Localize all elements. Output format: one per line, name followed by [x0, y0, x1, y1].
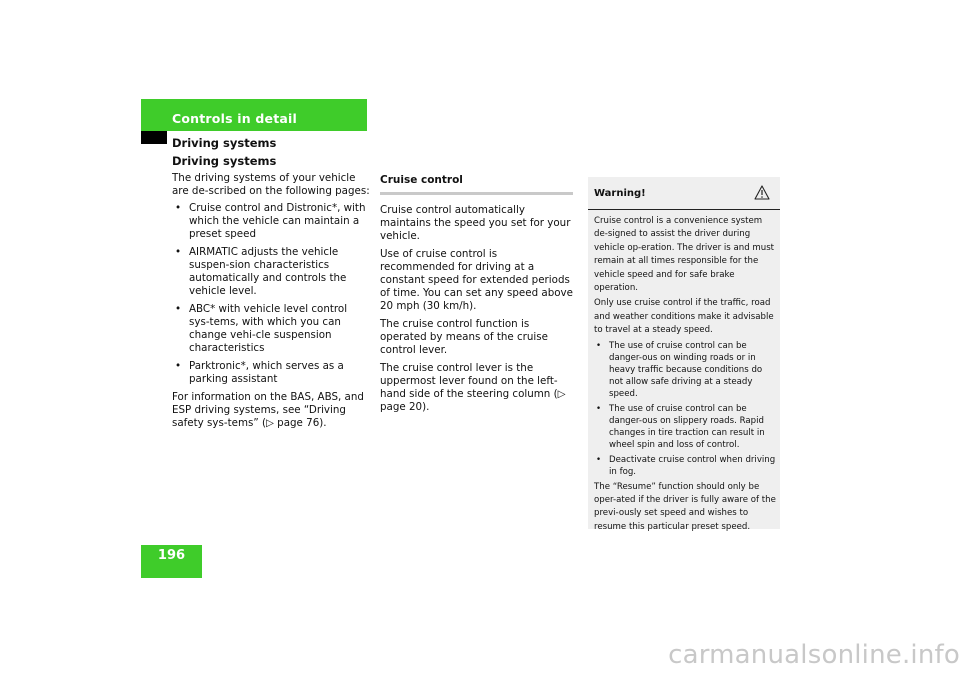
paragraph: Cruise control automatically maintains the speed you set for your vehicle.: [380, 204, 571, 242]
paragraph: Use of cruise control is recommended for driving at a constant speed for extended periods of time. You can set any speed above 20 mph (30 km/h).: [380, 248, 573, 312]
list-item: • The use of cruise control can be danger-ous on slippery roads. Rapid changes in tire traction can result in wheel spin and loss of control.: [594, 403, 776, 451]
heading-divider: [380, 192, 573, 195]
subsection-title: Driving systems: [172, 136, 277, 150]
cruise-control-heading: Cruise control: [380, 174, 463, 186]
warning-box: [588, 177, 780, 532]
list-item: • Parktronic*, which serves as a parking assistant: [172, 360, 370, 386]
column-cruise-control: [380, 174, 573, 419]
paragraph: The cruise control function is operated by means of the cruise control lever.: [380, 318, 548, 356]
column-driving-systems: [172, 154, 370, 434]
warning-body: [594, 215, 776, 536]
warning-title: Warning!: [594, 188, 646, 199]
list-item: • ABC* with vehicle level control sys-tems, with which you can change vehi-cle suspension characteristics: [172, 303, 370, 355]
driving-safety-reference: For information on the BAS, ABS, and ESP driving systems, see “Driving safety sys-tems” (▷ page 76).: [172, 391, 364, 429]
page-number: 196: [157, 548, 186, 563]
list-item: • Deactivate cruise control when driving in fog.: [594, 454, 776, 478]
list-item: • Cruise control and Distronic*, with which the vehicle can maintain a preset speed: [172, 202, 370, 241]
section-title: Controls in detail: [172, 111, 298, 126]
warning-header: [588, 177, 780, 210]
section-marker: [141, 131, 167, 144]
warning-intro: Cruise control is a convenience system de-signed to assist the driver during vehicle op-eration. The driver is and must remain at all times responsible for the vehicle speed and for safe brake operation.: [594, 216, 775, 294]
warning-list: [594, 340, 776, 478]
watermark: carmanualsonline.info: [668, 640, 960, 670]
paragraph: The cruise control lever is the uppermost lever found on the left-hand side of the steering column (▷ page 20).: [380, 362, 566, 413]
driving-systems-list: [172, 202, 370, 386]
warning-closing: The “Resume” function should only be oper-ated if the driver is fully aware of the previ-ously set speed and wishes to resume this particular preset speed.: [594, 481, 776, 532]
driving-systems-heading: Driving systems: [172, 154, 277, 168]
warning-triangle-icon: [754, 185, 770, 200]
driving-systems-intro: The driving systems of your vehicle are de-scribed on the following pages:: [172, 172, 370, 197]
list-item: • AIRMATIC adjusts the vehicle suspen-sion characteristics automatically and controls the vehicle level.: [172, 246, 370, 298]
list-item: • The use of cruise control can be danger-ous on winding roads or in heavy traffic because conditions do not allow safe driving at a steady speed.: [594, 340, 776, 400]
warning-intro: Only use cruise control if the traffic, road and weather conditions make it advisable to travel at a steady speed.: [594, 298, 774, 336]
